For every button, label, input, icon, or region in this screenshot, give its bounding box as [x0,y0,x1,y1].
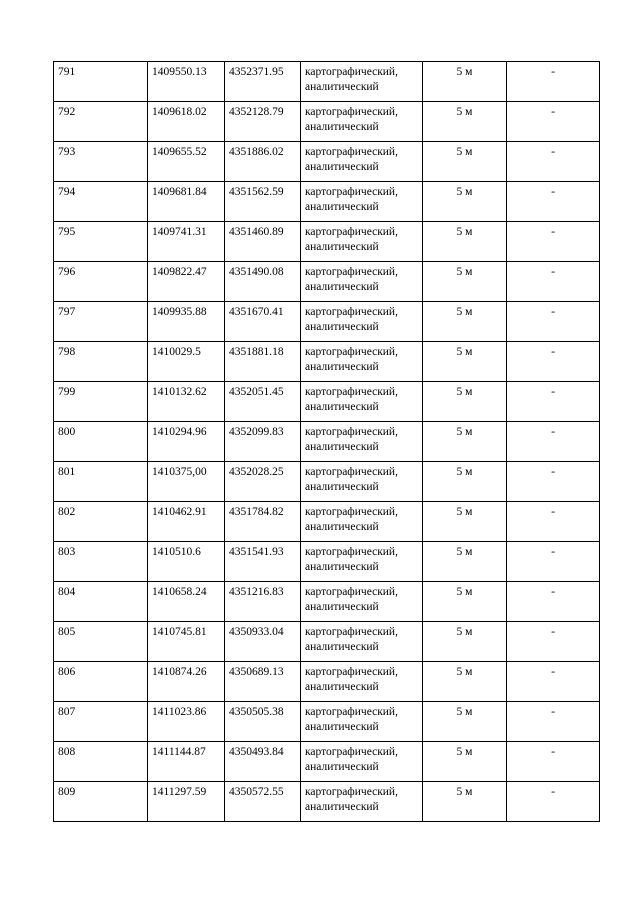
table-row [54,382,600,422]
method-cell [301,62,423,102]
x-coordinate-cell: 1410510.6 [148,542,225,582]
method-cell [301,102,423,142]
note-cell: - [507,182,600,222]
precision-cell: 5 м [423,422,507,462]
note-cell: - [507,542,600,582]
table-row [54,222,600,262]
y-coordinate-cell: 4351784.82 [225,502,301,542]
y-coordinate-cell: 4352028.25 [225,462,301,502]
method-line-1: картографический, [305,506,398,518]
method-line-1: картографический, [305,706,398,718]
precision-cell: 5 м [423,102,507,142]
method-line-2: аналитический [305,801,379,813]
method-line-2: аналитический [305,121,379,133]
x-coordinate-cell: 1411144.87 [148,742,225,782]
y-coordinate-cell: 4350689.13 [225,662,301,702]
point-number-cell: 793 [54,142,148,182]
method-line-1: картографический, [305,586,398,598]
method-cell [301,662,423,702]
method-line-1: картографический, [305,106,398,118]
method-line-2: аналитический [305,641,379,653]
method-cell [301,422,423,462]
table-row [54,782,600,822]
point-number-cell: 806 [54,662,148,702]
method-cell [301,222,423,262]
table-row [54,582,600,622]
table-row [54,62,600,102]
point-number-cell: 800 [54,422,148,462]
x-coordinate-cell: 1410029.5 [148,342,225,382]
y-coordinate-cell: 4351670.41 [225,302,301,342]
x-coordinate-cell: 1410375,00 [148,462,225,502]
point-number-cell: 804 [54,582,148,622]
method-cell [301,542,423,582]
method-line-1: картографический, [305,186,398,198]
method-line-2: аналитический [305,681,379,693]
x-coordinate-cell: 1411297.59 [148,782,225,822]
y-coordinate-cell: 4352128.79 [225,102,301,142]
note-cell: - [507,422,600,462]
precision-cell: 5 м [423,182,507,222]
note-cell: - [507,62,600,102]
note-cell: - [507,302,600,342]
method-line-1: картографический, [305,66,398,78]
y-coordinate-cell: 4352051.45 [225,382,301,422]
x-coordinate-cell: 1410658.24 [148,582,225,622]
y-coordinate-cell: 4351541.93 [225,542,301,582]
note-cell: - [507,582,600,622]
table-row [54,702,600,742]
y-coordinate-cell: 4351881.18 [225,342,301,382]
x-coordinate-cell: 1410132.62 [148,382,225,422]
point-number-cell: 803 [54,542,148,582]
method-line-1: картографический, [305,626,398,638]
method-cell [301,702,423,742]
method-line-1: картографический, [305,746,398,758]
method-line-2: аналитический [305,761,379,773]
precision-cell: 5 м [423,502,507,542]
method-line-2: аналитический [305,441,379,453]
y-coordinate-cell: 4351886.02 [225,142,301,182]
point-number-cell: 792 [54,102,148,142]
table-row [54,102,600,142]
method-line-2: аналитический [305,481,379,493]
point-number-cell: 808 [54,742,148,782]
table-row [54,422,600,462]
table-row [54,342,600,382]
precision-cell: 5 м [423,782,507,822]
x-coordinate-cell: 1409935.88 [148,302,225,342]
method-line-2: аналитический [305,361,379,373]
method-line-2: аналитический [305,241,379,253]
precision-cell: 5 м [423,542,507,582]
y-coordinate-cell: 4350572.55 [225,782,301,822]
method-cell [301,142,423,182]
precision-cell: 5 м [423,62,507,102]
table-row [54,542,600,582]
x-coordinate-cell: 1409741.31 [148,222,225,262]
method-line-2: аналитический [305,161,379,173]
table-row [54,502,600,542]
method-line-1: картографический, [305,306,398,318]
table-row [54,462,600,502]
point-number-cell: 794 [54,182,148,222]
y-coordinate-cell: 4351460.89 [225,222,301,262]
precision-cell: 5 м [423,742,507,782]
y-coordinate-cell: 4351216.83 [225,582,301,622]
note-cell: - [507,462,600,502]
table-row [54,742,600,782]
method-cell [301,262,423,302]
x-coordinate-cell: 1410462.91 [148,502,225,542]
note-cell: - [507,262,600,302]
method-cell [301,462,423,502]
note-cell: - [507,342,600,382]
y-coordinate-cell: 4352099.83 [225,422,301,462]
point-number-cell: 805 [54,622,148,662]
method-line-2: аналитический [305,601,379,613]
method-line-2: аналитический [305,401,379,413]
method-cell [301,382,423,422]
method-line-2: аналитический [305,201,379,213]
method-line-1: картографический, [305,666,398,678]
point-number-cell: 797 [54,302,148,342]
note-cell: - [507,702,600,742]
table-row [54,662,600,702]
precision-cell: 5 м [423,142,507,182]
point-number-cell: 796 [54,262,148,302]
y-coordinate-cell: 4351490.08 [225,262,301,302]
method-cell [301,742,423,782]
precision-cell: 5 м [423,382,507,422]
point-number-cell: 798 [54,342,148,382]
x-coordinate-cell: 1409681.84 [148,182,225,222]
x-coordinate-cell: 1410874.26 [148,662,225,702]
method-line-1: картографический, [305,426,398,438]
method-cell [301,622,423,662]
table-row [54,262,600,302]
note-cell: - [507,502,600,542]
method-line-1: картографический, [305,466,398,478]
x-coordinate-cell: 1411023.86 [148,702,225,742]
point-number-cell: 801 [54,462,148,502]
method-cell [301,182,423,222]
precision-cell: 5 м [423,622,507,662]
y-coordinate-cell: 4350493.84 [225,742,301,782]
method-line-1: картографический, [305,546,398,558]
point-number-cell: 791 [54,62,148,102]
point-number-cell: 802 [54,502,148,542]
note-cell: - [507,622,600,662]
note-cell: - [507,782,600,822]
x-coordinate-cell: 1410745.81 [148,622,225,662]
y-coordinate-cell: 4351562.59 [225,182,301,222]
x-coordinate-cell: 1409550.13 [148,62,225,102]
table-row [54,182,600,222]
note-cell: - [507,142,600,182]
precision-cell: 5 м [423,462,507,502]
x-coordinate-cell: 1410294.96 [148,422,225,462]
precision-cell: 5 м [423,662,507,702]
precision-cell: 5 м [423,582,507,622]
x-coordinate-cell: 1409655.52 [148,142,225,182]
method-cell [301,342,423,382]
table-row [54,622,600,662]
x-coordinate-cell: 1409618.02 [148,102,225,142]
y-coordinate-cell: 4350933.04 [225,622,301,662]
method-cell [301,782,423,822]
note-cell: - [507,382,600,422]
method-line-2: аналитический [305,321,379,333]
point-number-cell: 807 [54,702,148,742]
method-line-1: картографический, [305,266,398,278]
method-line-1: картографический, [305,386,398,398]
note-cell: - [507,742,600,782]
note-cell: - [507,102,600,142]
method-line-2: аналитический [305,281,379,293]
table-row [54,142,600,182]
y-coordinate-cell: 4352371.95 [225,62,301,102]
precision-cell: 5 м [423,702,507,742]
precision-cell: 5 м [423,342,507,382]
precision-cell: 5 м [423,302,507,342]
method-line-2: аналитический [305,81,379,93]
method-line-1: картографический, [305,346,398,358]
x-coordinate-cell: 1409822.47 [148,262,225,302]
method-line-2: аналитический [305,561,379,573]
note-cell: - [507,662,600,702]
point-number-cell: 799 [54,382,148,422]
precision-cell: 5 м [423,262,507,302]
table-row [54,302,600,342]
method-cell [301,582,423,622]
y-coordinate-cell: 4350505.38 [225,702,301,742]
method-line-1: картографический, [305,786,398,798]
precision-cell: 5 м [423,222,507,262]
coordinates-table [53,61,600,822]
method-line-1: картографический, [305,146,398,158]
point-number-cell: 795 [54,222,148,262]
note-cell: - [507,222,600,262]
method-line-2: аналитический [305,721,379,733]
method-line-1: картографический, [305,226,398,238]
method-cell [301,302,423,342]
coordinates-table-body [54,62,600,822]
point-number-cell: 809 [54,782,148,822]
method-line-2: аналитический [305,521,379,533]
method-cell [301,502,423,542]
